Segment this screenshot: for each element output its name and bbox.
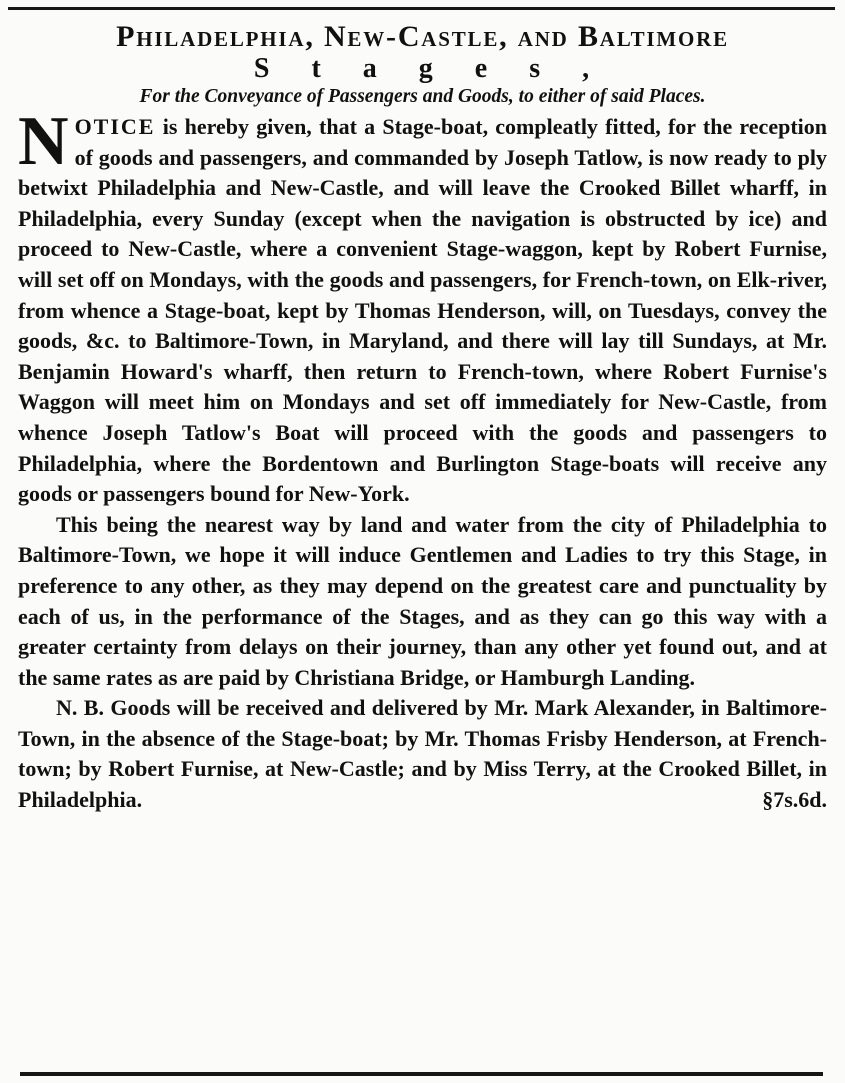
nota-bene-text: N. B. Goods will be received and delivered by Mr. Mark Alexander, in Baltimore-Town, in the absence of the Stage-boat; by Mr. Thomas Frisby Henderson, at French-town; by Robert Furnise, at New-Castle; and by Miss Terry, at the Crooked Billet, in Philadelphia. xyxy=(18,695,827,813)
top-rule xyxy=(8,7,835,10)
route-paragraph: This being the nearest way by land and water from the city of Philadelphia to Baltimore-Town, we hope it will induce Gentlemen and Ladies to try this Stage, in preference to any other, as they may depend on the greatest care and punctuality by each of us, in the performance of the Stages, and as they can go this way with a greater certainty from delays on their journey, than any other yet found out, and at the same rates as are paid by Christiana Bridge, or Hamburgh Landing. xyxy=(18,511,827,690)
price-mark: §7s.6d. xyxy=(762,787,827,813)
notice-text: is hereby given, that a Stage-boat, compleatly fitted, for the reception of goods and passengers, and commanded by Joseph Tatlow, is now ready to ply betwixt Philadelphia and New-Castle, and will leave the Crooked Billet wharff, in Philadelphia, every Sunday (except when the navigation is obstructed by ice) and proceed to New-Castle, where a convenient Stage-waggon, kept by Robert Furnise, will set off on Mondays, with the goods and passengers, for French-town, on Elk-river, from whence a Stage-boat, kept by Thomas Henderson, will, on Tuesdays, convey the goods, &c. to Baltimore-Town, in Maryland, and there will lay till Sundays, at Mr. Benjamin Howard's wharff, then return to French-town, where Robert Furnise's Waggon will meet him on Mondays and set off immediately for New-Castle, from whence Joseph Tatlow's Boat will proceed with the goods and passengers to Philadelphia, where the Bordentown and Burlington Stage-boats will receive any goods or passengers bound for New-York. xyxy=(18,114,827,507)
bottom-rule xyxy=(20,1072,823,1076)
subtitle: For the Conveyance of Passengers and Goods, to either of said Places. xyxy=(139,86,706,107)
headline: Philadelphia, New-Castle, and Baltimore xyxy=(116,20,729,53)
notice-lead-word: OTICE xyxy=(74,114,156,139)
headline-stages: Stages, xyxy=(253,53,632,84)
notice-paragraph xyxy=(18,103,827,510)
nota-bene-paragraph xyxy=(18,693,827,815)
drop-cap: N xyxy=(18,103,69,180)
